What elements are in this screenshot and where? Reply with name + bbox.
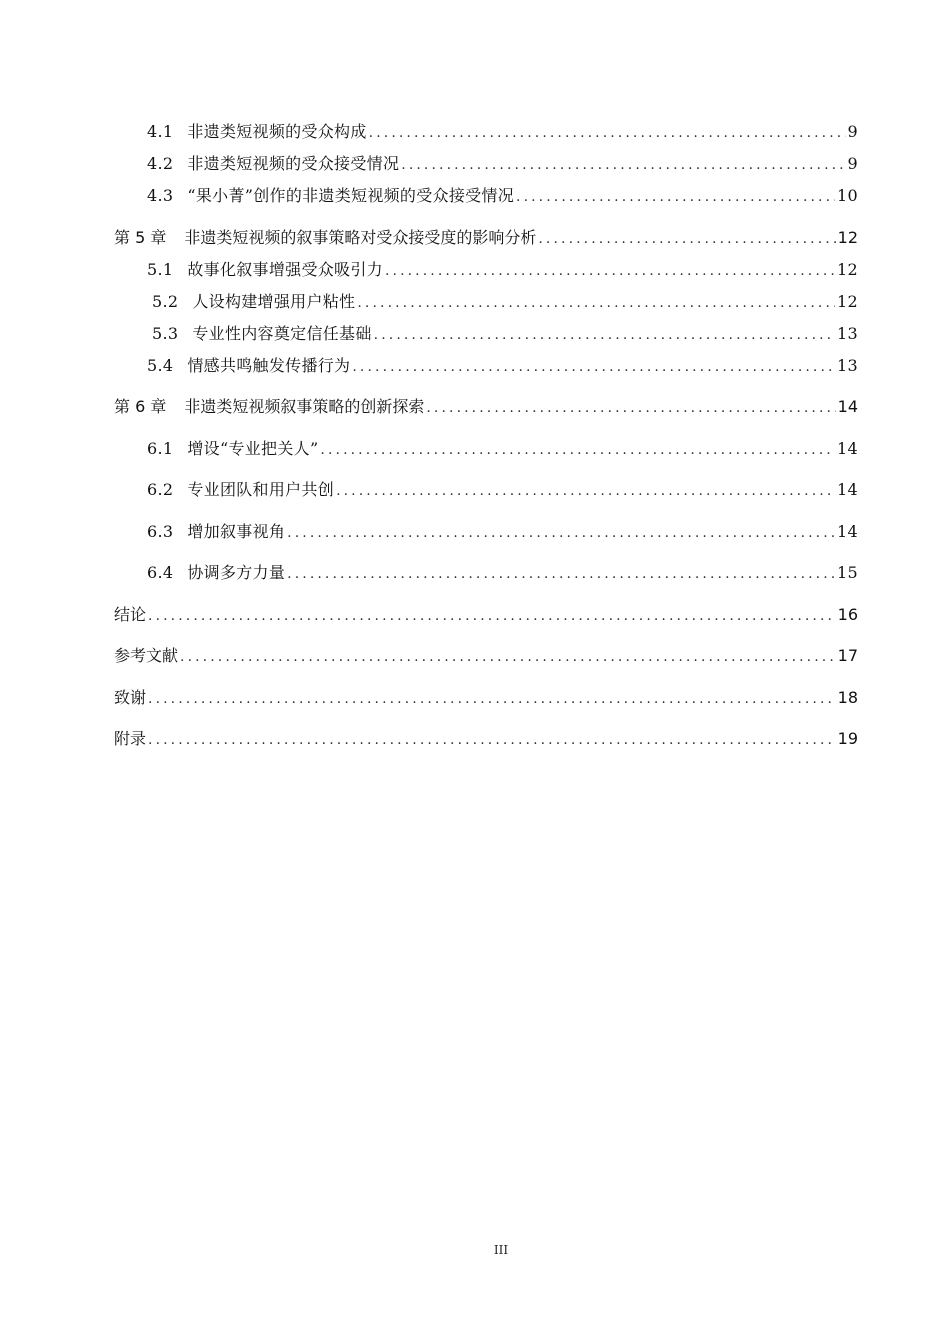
toc-entry-number: 第 6 章: [114, 397, 167, 416]
toc-entry-number: 5.2: [152, 292, 179, 311]
toc-entry-number: 4.1: [147, 122, 174, 141]
toc-entry-title: 人设构建增强用户粘性: [192, 292, 356, 311]
toc-entry-page: 12: [837, 292, 858, 311]
toc-entry-number: 6.2: [147, 480, 174, 499]
toc-entry-page: 9: [847, 154, 858, 173]
toc-entry-6-3[interactable]: [147, 521, 858, 544]
page-number: III: [493, 1243, 509, 1257]
toc-dot-leader: [148, 605, 836, 627]
toc-entry-title: 专业团队和用户共创: [187, 480, 335, 499]
toc-entry-number: 6.1: [147, 439, 174, 458]
toc-entry-page: 17: [837, 646, 858, 665]
toc-entry-title: 专业性内容奠定信任基础: [192, 324, 372, 343]
toc-entry-title: “果小菁”创作的非遗类短视频的受众接受情况: [187, 186, 515, 205]
toc-entry-title: 非遗类短视频的受众接受情况: [187, 154, 400, 173]
toc-entry-number: 5.3: [152, 324, 179, 343]
toc-dot-leader: [180, 646, 836, 668]
toc-entry-chapter-6[interactable]: [114, 396, 858, 419]
toc-dot-leader: [369, 122, 846, 144]
toc-dot-leader: [148, 729, 836, 751]
toc-entry-5-3[interactable]: [152, 323, 858, 346]
toc-entry-number: 6.4: [147, 563, 174, 582]
toc-entry-5-1[interactable]: [147, 259, 858, 282]
toc-entry-title: 故事化叙事增强受众吸引力: [187, 260, 383, 279]
toc-dot-leader: [538, 228, 835, 250]
toc-entry-title: 协调多方力量: [187, 563, 286, 582]
toc-dot-leader: [401, 154, 845, 176]
toc-entry-page: 18: [837, 688, 858, 707]
toc-dot-leader: [148, 688, 836, 710]
toc-entry-title: 非遗类短视频的受众构成: [187, 122, 367, 141]
toc-entry-page: 12: [837, 260, 858, 279]
toc-entry-title: 情感共鸣触发传播行为: [187, 356, 351, 375]
toc-entry-title: 致谢: [114, 688, 147, 707]
toc-entry-page: 9: [847, 122, 858, 141]
toc-entry-page: 15: [837, 563, 858, 582]
toc-dot-leader: [374, 324, 835, 346]
toc-entry-title: 非遗类短视频叙事策略的创新探索: [184, 397, 425, 416]
toc-dot-leader: [385, 260, 835, 282]
toc-entry-references[interactable]: [114, 645, 858, 668]
toc-entry-appendix[interactable]: [114, 728, 858, 751]
toc-dot-leader: [352, 356, 835, 378]
toc-entry-number: 6.3: [147, 522, 174, 541]
toc-entry-page: 13: [837, 324, 858, 343]
toc-entry-6-1[interactable]: [147, 438, 858, 461]
toc-entry-acknowledgements[interactable]: [114, 687, 858, 710]
toc-entry-title: 参考文献: [114, 646, 179, 665]
toc-entry-4-2[interactable]: [147, 153, 858, 176]
toc-entry-number: 第 5 章: [114, 228, 167, 247]
toc-dot-leader: [516, 186, 835, 208]
toc-entry-4-3[interactable]: [147, 185, 858, 208]
toc-entry-page: 12: [837, 228, 858, 247]
toc-dot-leader: [287, 522, 835, 544]
toc-entry-page: 14: [837, 439, 858, 458]
toc-entry-6-2[interactable]: [147, 479, 858, 502]
toc-dot-leader: [357, 292, 835, 314]
toc-entry-number: 4.3: [147, 186, 174, 205]
toc-entry-5-4[interactable]: [147, 355, 858, 378]
toc-entry-number: 5.4: [147, 356, 174, 375]
toc-entry-6-4[interactable]: [147, 562, 858, 585]
toc-entry-chapter-5[interactable]: [114, 227, 858, 250]
toc-entry-page: 10: [837, 186, 858, 205]
toc-entry-title: 附录: [114, 729, 147, 748]
toc-entry-page: 14: [837, 522, 858, 541]
toc-entry-title: 增加叙事视角: [187, 522, 286, 541]
toc-entry-5-2[interactable]: [152, 291, 858, 314]
toc-entry-conclusion[interactable]: [114, 604, 858, 627]
toc-entry-page: 13: [837, 356, 858, 375]
toc-entry-title: 非遗类短视频的叙事策略对受众接受度的影响分析: [184, 228, 537, 247]
toc-entry-page: 14: [837, 397, 858, 416]
toc-dot-leader: [336, 480, 835, 502]
toc-dot-leader: [287, 563, 835, 585]
toc-dot-leader: [320, 439, 835, 461]
toc-entry-page: 16: [837, 605, 858, 624]
toc-entry-number: 5.1: [147, 260, 174, 279]
toc-entry-title: 增设“专业把关人”: [187, 439, 319, 458]
toc-dot-leader: [426, 397, 835, 419]
toc-entry-4-1[interactable]: [147, 121, 858, 144]
toc-entry-title: 结论: [114, 605, 147, 624]
toc-entry-number: 4.2: [147, 154, 174, 173]
toc-entry-page: 19: [837, 729, 858, 748]
toc-entry-page: 14: [837, 480, 858, 499]
